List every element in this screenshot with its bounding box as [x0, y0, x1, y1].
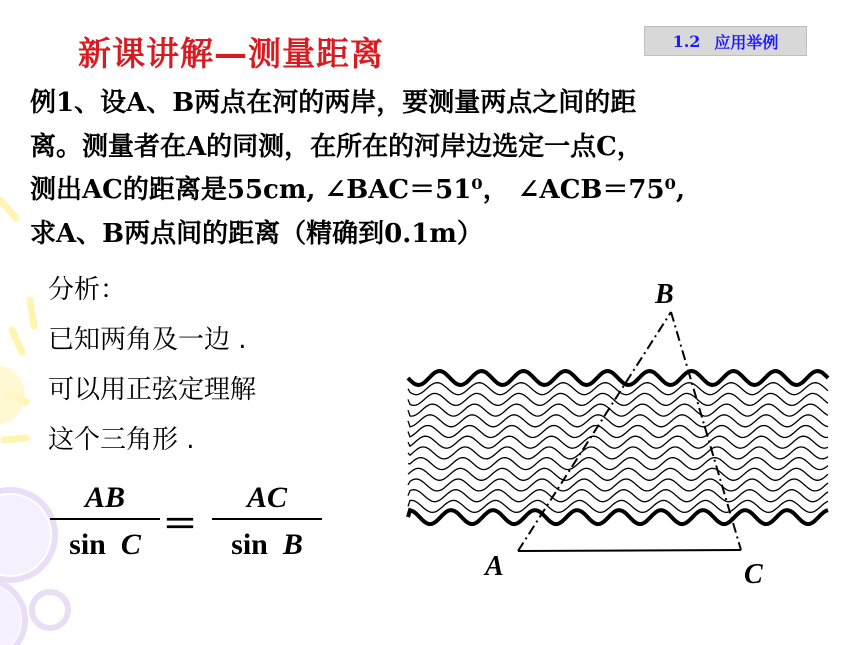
right-sin: sin: [231, 528, 268, 561]
point-a-label: A: [485, 551, 504, 582]
side-bc: [671, 312, 741, 550]
left-angle: C: [120, 528, 141, 561]
analysis-line: 已知两角及一边 .: [48, 325, 247, 355]
right-angle: B: [282, 528, 303, 561]
river-bank-line: [408, 371, 828, 385]
section-badge: [644, 26, 807, 56]
left-numerator: AB: [50, 478, 160, 520]
wave-line: [408, 479, 828, 491]
point-b-label: B: [655, 279, 674, 310]
left-fraction: [50, 478, 160, 564]
problem-line: 测出AC的距离是55cm, ∠BAC＝51⁰， ∠ACB＝75⁰,: [30, 175, 685, 205]
sun-core: [0, 365, 25, 425]
analysis-line: 可以用正弦定理解: [48, 375, 257, 405]
left-sin: sin: [69, 528, 106, 561]
right-denominator: [212, 520, 322, 564]
wave-line: [408, 468, 828, 480]
point-c-label: C: [744, 559, 763, 590]
analysis-text: [48, 265, 256, 465]
right-fraction: [212, 478, 322, 564]
wave-line: [408, 458, 828, 470]
section-label: 应用举例: [714, 32, 779, 52]
analysis-line: 这个三角形 .: [48, 425, 195, 455]
section-number: 1.2: [672, 31, 701, 51]
left-denominator: [50, 520, 160, 564]
equals-sign: ＝: [162, 504, 199, 544]
side-ac: [518, 550, 741, 551]
problem-line: 例1、设A、B两点在河的两岸，要测量两点之间的距: [30, 88, 637, 118]
river-triangle-diagram: [400, 272, 840, 592]
wave-line: [408, 383, 828, 395]
wave-line: [408, 490, 828, 502]
river-bank-line: [408, 510, 828, 524]
problem-line: 求A、B两点间的距离（精确到0.1m）: [30, 218, 483, 249]
sine-law-formula: [50, 478, 330, 568]
right-numerator: AC: [212, 478, 322, 520]
problem-line: 离。测量者在A的同测，在所在的河岸边选定一点C，: [30, 131, 643, 162]
wave-line: [408, 447, 828, 459]
page-title: 新课讲解—测量距离: [78, 34, 384, 73]
example-problem: [30, 82, 820, 256]
analysis-line: 分析：: [48, 275, 127, 305]
